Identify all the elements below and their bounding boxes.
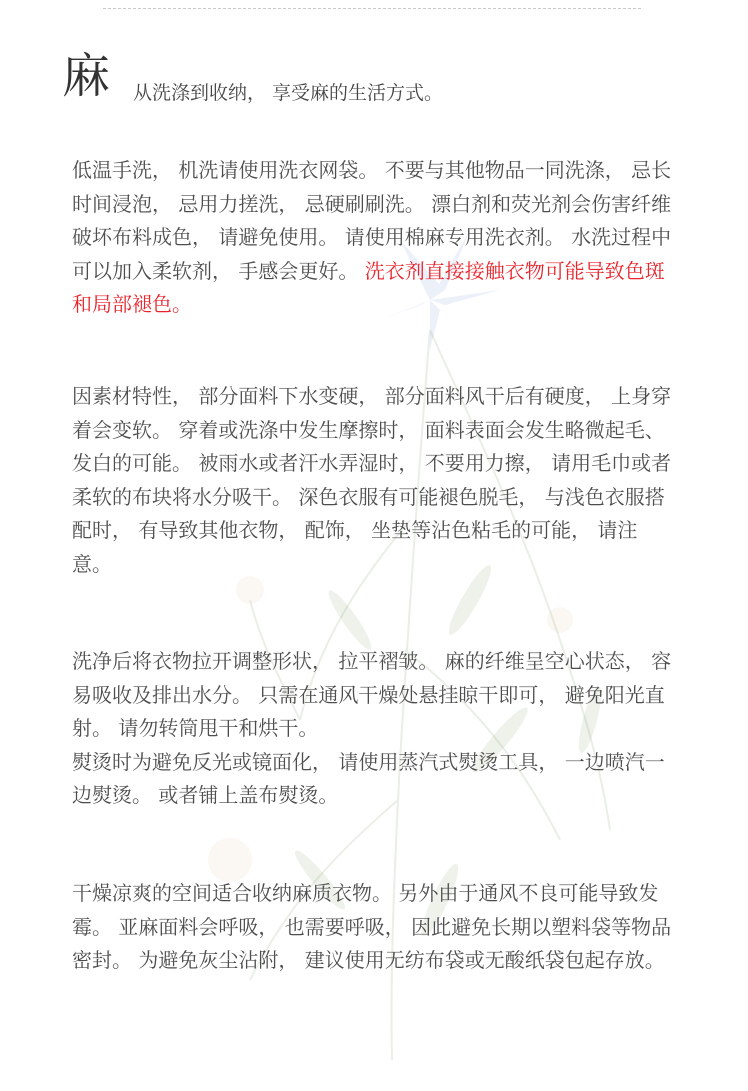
top-divider <box>103 8 641 9</box>
drying-text: 洗净后将衣物拉开调整形状， 拉平褶皱。 麻的纤维呈空心状态， 容易吸收及排出水分。 只需在通风干燥处悬挂晾干即可， 避免阳光直射。 请勿转筒甩干和烘干。 <box>72 649 672 740</box>
ironing-text: 熨烫时为避免反光或镜面化， 请使用蒸汽式熨烫工具， 一边喷汽一边熨烫。 或者铺上盖布熨烫。 <box>72 749 665 807</box>
material-text: 因素材特性， 部分面料下水变硬， 部分面料风干后有硬度， 上身穿着会变软。 穿着或洗涤中发生摩擦时， 面料表面会发生略微起毛、 发白的可能。 被雨水或者汗水弄湿时， 不要用力擦， 请用毛巾或者柔软的布块将水分吸干。 深色衣服有可能褪色脱毛， 与浅色衣服搭配时， 有导致其他衣物， 配饰， 坐垫等沾色粘毛的可能， 请注意。 <box>72 384 672 576</box>
material-characteristics <box>72 380 672 581</box>
storage-text: 干燥凉爽的空间适合收纳麻质衣物。 另外由于通风不良可能导致发霉。 亚麻面料会呼吸， 也需要呼吸， 因此避免长期以塑料袋等物品密封。 为避免灰尘沾附， 建议使用无纺布袋或无酸纸袋包起存放。 <box>72 881 672 972</box>
detergent-warning: 洗衣剂直接接触衣物可能导致色斑和局部褪色。 <box>72 258 665 316</box>
drying-instructions <box>72 645 672 813</box>
washing-instructions <box>72 154 672 322</box>
storage-instructions <box>72 877 672 978</box>
title-character: 麻 <box>62 48 111 104</box>
subtitle: 从洗涤到收纳， 享受麻的生活方式。 <box>133 82 444 104</box>
washing-text: 低温手洗， 机洗请使用洗衣网袋。 不要与其他物品一同洗涤， 忌长时间浸泡， 忌用力搓洗， 忌硬刷刷洗。 漂白剂和荧光剂会伤害纤维 破坏布料成色， 请避免使用。 请使用棉麻专用洗衣剂。 水洗过程中可以加入柔软剂， 手感会更好。 <box>72 158 672 283</box>
